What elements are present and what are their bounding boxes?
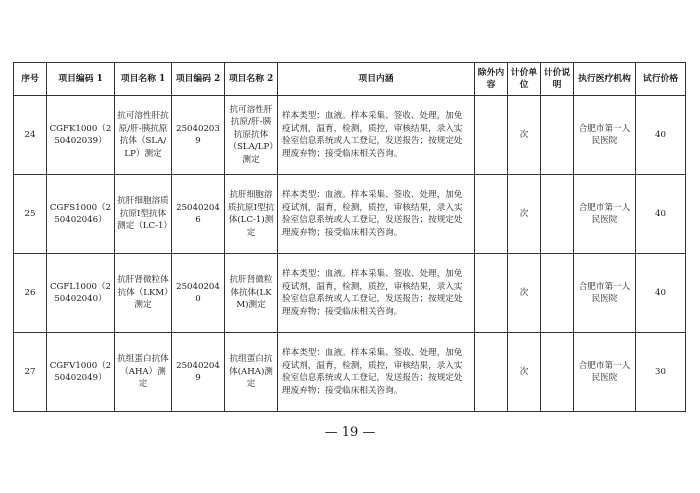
cell-institution: 合肥市第一人民医院 [574, 175, 636, 254]
cell-price: 30 [636, 333, 686, 412]
cell-code2: 250402040 [172, 254, 225, 333]
header-content: 项目内涵 [278, 63, 475, 96]
cell-code2: 250402039 [172, 96, 225, 175]
cell-name1: 抗肝细胞溶质抗原Ⅰ型抗体测定（LC-1） [115, 175, 172, 254]
header-name2: 项目名称 2 [225, 63, 278, 96]
cell-content: 样本类型：血液。样本采集、签收、处理，加免疫试剂，温育，检测，质控，审核结果，录入实验室信息系统或人工登记，发送报告；按规定处理废弃物；接受临床相关咨询。 [278, 333, 475, 412]
cell-name1: 抗肝肾微粒体抗体（LKM）测定 [115, 254, 172, 333]
header-code1: 项目编码 1 [47, 63, 115, 96]
table-row [14, 333, 686, 412]
header-exclusion: 除外内容 [475, 63, 508, 96]
cell-code1: CGFK1000（250402039） [47, 96, 115, 175]
cell-exclusion [475, 254, 508, 333]
header-row [14, 63, 686, 96]
cell-code2: 250402046 [172, 175, 225, 254]
cell-unit: 次 [508, 254, 541, 333]
cell-name2: 抗可溶性肝抗原/肝-胰抗原抗体（SLA/LP）测定 [225, 96, 278, 175]
cell-seq: 24 [14, 96, 47, 175]
cell-name1: 抗组蛋白抗体（AHA）测定 [115, 333, 172, 412]
cell-note [541, 96, 574, 175]
cell-note [541, 175, 574, 254]
header-price: 试行价格 [636, 63, 686, 96]
cell-note [541, 333, 574, 412]
cell-code1: CGFL1000（250402040） [47, 254, 115, 333]
table-row [14, 96, 686, 175]
cell-content: 样本类型：血液。样本采集、签收、处理，加免疫试剂，温育，检测，质控，审核结果，录入实验室信息系统或人工登记，发送报告；按规定处理废弃物；接受临床相关咨询。 [278, 96, 475, 175]
cell-seq: 27 [14, 333, 47, 412]
cell-name2: 抗组蛋白抗体(AHA)测定 [225, 333, 278, 412]
cell-unit: 次 [508, 333, 541, 412]
cell-exclusion [475, 175, 508, 254]
header-name1: 项目名称 1 [115, 63, 172, 96]
cell-content: 样本类型：血液。样本采集、签收、处理，加免疫试剂，温育，检测，质控，审核结果，录入实验室信息系统或人工登记，发送报告；按规定处理废弃物；接受临床相关咨询。 [278, 254, 475, 333]
pricing-table [13, 62, 686, 412]
header-institution: 执行医疗机构 [574, 63, 636, 96]
header-code2: 项目编码 2 [172, 63, 225, 96]
cell-institution: 合肥市第一人民医院 [574, 254, 636, 333]
cell-exclusion [475, 333, 508, 412]
cell-unit: 次 [508, 175, 541, 254]
cell-name1: 抗可溶性肝抗原/肝-胰抗原抗体（SLA/LP）测定 [115, 96, 172, 175]
cell-name2: 抗肝细胞溶质抗原Ⅰ型抗体(LC-1)测定 [225, 175, 278, 254]
page-number: — 19 — [324, 425, 376, 440]
cell-seq: 26 [14, 254, 47, 333]
header-unit: 计价单位 [508, 63, 541, 96]
cell-seq: 25 [14, 175, 47, 254]
cell-name2: 抗肝肾微粒体抗体(LKM)测定 [225, 254, 278, 333]
cell-code1: CGFS1000（250402046） [47, 175, 115, 254]
cell-institution: 合肥市第一人民医院 [574, 96, 636, 175]
cell-unit: 次 [508, 96, 541, 175]
cell-institution: 合肥市第一人民医院 [574, 333, 636, 412]
cell-price: 40 [636, 175, 686, 254]
cell-price: 40 [636, 96, 686, 175]
header-note: 计价说明 [541, 63, 574, 96]
table-row [14, 254, 686, 333]
cell-code1: CGFV1000（250402049） [47, 333, 115, 412]
cell-price: 40 [636, 254, 686, 333]
table-row [14, 175, 686, 254]
cell-content: 样本类型：血液。样本采集、签收、处理，加免疫试剂，温育，检测，质控，审核结果，录入实验室信息系统或人工登记，发送报告；按规定处理废弃物；接受临床相关咨询。 [278, 175, 475, 254]
cell-exclusion [475, 96, 508, 175]
cell-code2: 250402049 [172, 333, 225, 412]
cell-note [541, 254, 574, 333]
header-seq: 序号 [14, 63, 47, 96]
